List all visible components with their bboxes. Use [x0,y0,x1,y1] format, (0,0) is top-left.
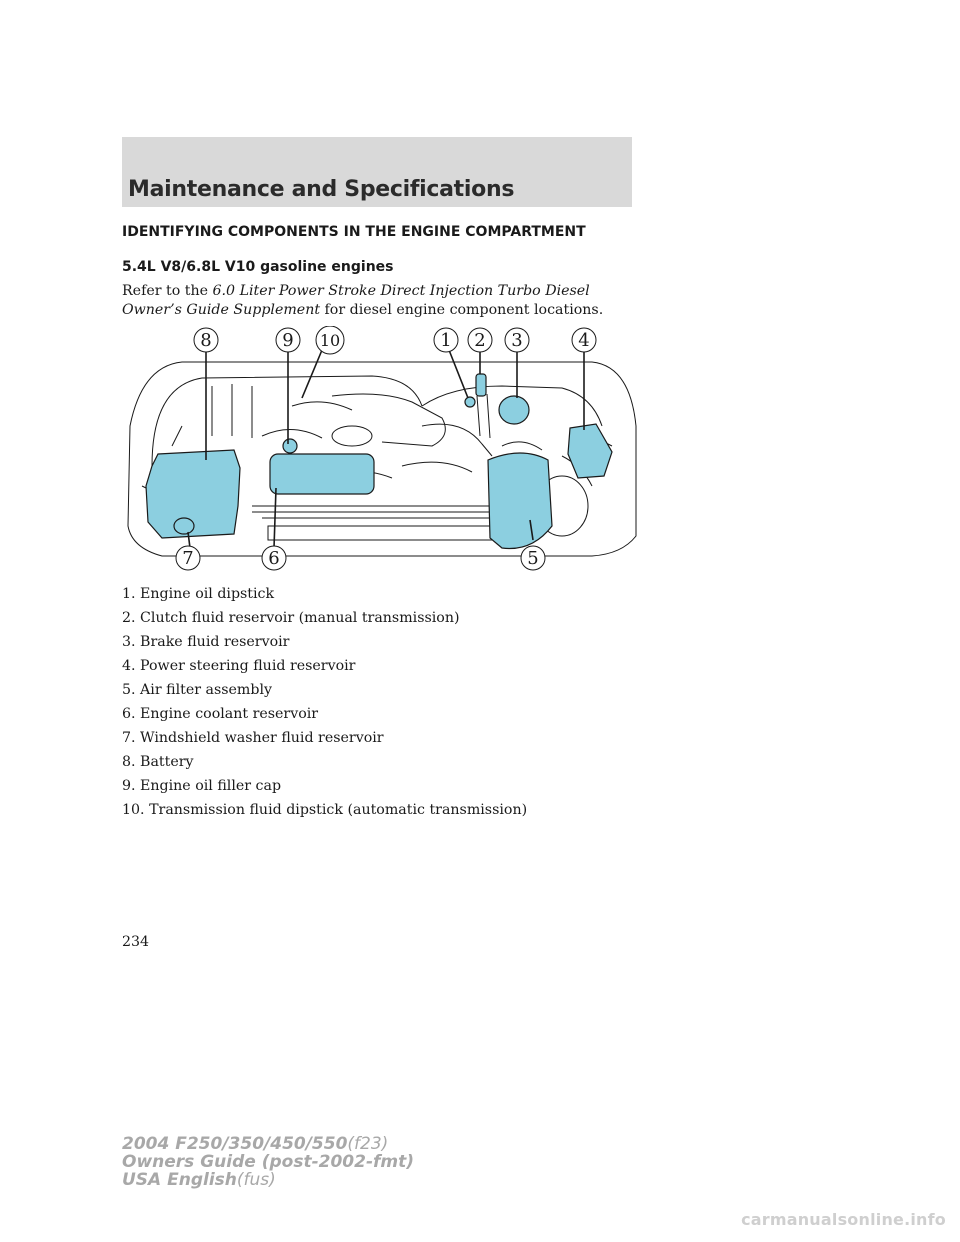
callout-7 [176,546,200,570]
page-number: 234 [122,934,150,950]
legend-item: 10. Transmission fluid dipstick (automatic transmission) [122,802,528,818]
legend-item: 8. Battery [122,754,194,770]
callout-9 [276,328,300,352]
svg-text:4: 4 [578,330,590,351]
dipstick-handle [465,397,475,407]
callout-1 [434,328,458,352]
legend-item: 7. Windshield washer fluid reservoir [122,730,384,746]
callout-3 [505,328,529,352]
legend-item: 5. Air filter assembly [122,682,273,698]
footer-model-code: (f23) [347,1134,389,1154]
legend-item: 2. Clutch fluid reservoir (manual transmission) [122,610,460,626]
legend-item: 3. Brake fluid reservoir [122,634,290,650]
footer-guide: Owners Guide (post-2002-fmt) [122,1152,415,1172]
svg-text:6: 6 [268,548,280,569]
engine-oil-filler-cap [283,439,297,453]
footer-language-code: (fus) [236,1170,276,1190]
power-steering-reservoir [568,424,612,478]
svg-text:5: 5 [527,548,539,569]
svg-text:8: 8 [200,330,212,351]
engine-subheading: 5.4L V8/6.8L V10 gasoline engines [122,259,394,275]
legend-item: 4. Power steering fluid reservoir [122,658,356,674]
svg-text:2: 2 [474,330,486,351]
callout-10 [316,326,344,354]
callout-8 [194,328,218,352]
component-legend [122,582,527,822]
svg-text:9: 9 [282,330,294,351]
section-heading: IDENTIFYING COMPONENTS IN THE ENGINE COMPARTMENT [122,224,586,240]
svg-text:7: 7 [182,548,194,569]
intro-lead: Refer to the [122,283,213,299]
clutch-fluid-reservoir [476,374,486,396]
legend-item: 9. Engine oil filler cap [122,778,282,794]
document-footer [122,1135,414,1189]
brake-fluid-reservoir [499,396,529,424]
callout-2 [468,328,492,352]
intro-trail: for diesel engine component locations. [324,302,604,318]
coolant-reservoir [270,454,374,494]
svg-text:10: 10 [319,331,341,350]
svg-text:3: 3 [511,330,523,351]
engine-compartment-diagram [122,326,642,574]
intro-italic-1: 6.0 Liter Power Stroke Direct Injection Turbo Diesel [212,283,590,299]
footer-language: USA English [122,1170,237,1190]
air-filter-assembly [488,453,552,549]
washer-fluid-reservoir [174,518,194,534]
footer-model: 2004 F250/350/450/550 [122,1134,348,1154]
intro-italic-2: Owner’s Guide Supplement [122,302,321,318]
callout-5 [521,546,545,570]
intro-paragraph [122,282,642,320]
callout-6 [262,546,286,570]
legend-item: 6. Engine coolant reservoir [122,706,319,722]
svg-text:1: 1 [440,330,452,351]
watermark: carmanualsonline.info [741,1210,946,1229]
callout-4 [572,328,596,352]
legend-item: 1. Engine oil dipstick [122,586,275,602]
page-title: Maintenance and Specifications [128,177,515,202]
